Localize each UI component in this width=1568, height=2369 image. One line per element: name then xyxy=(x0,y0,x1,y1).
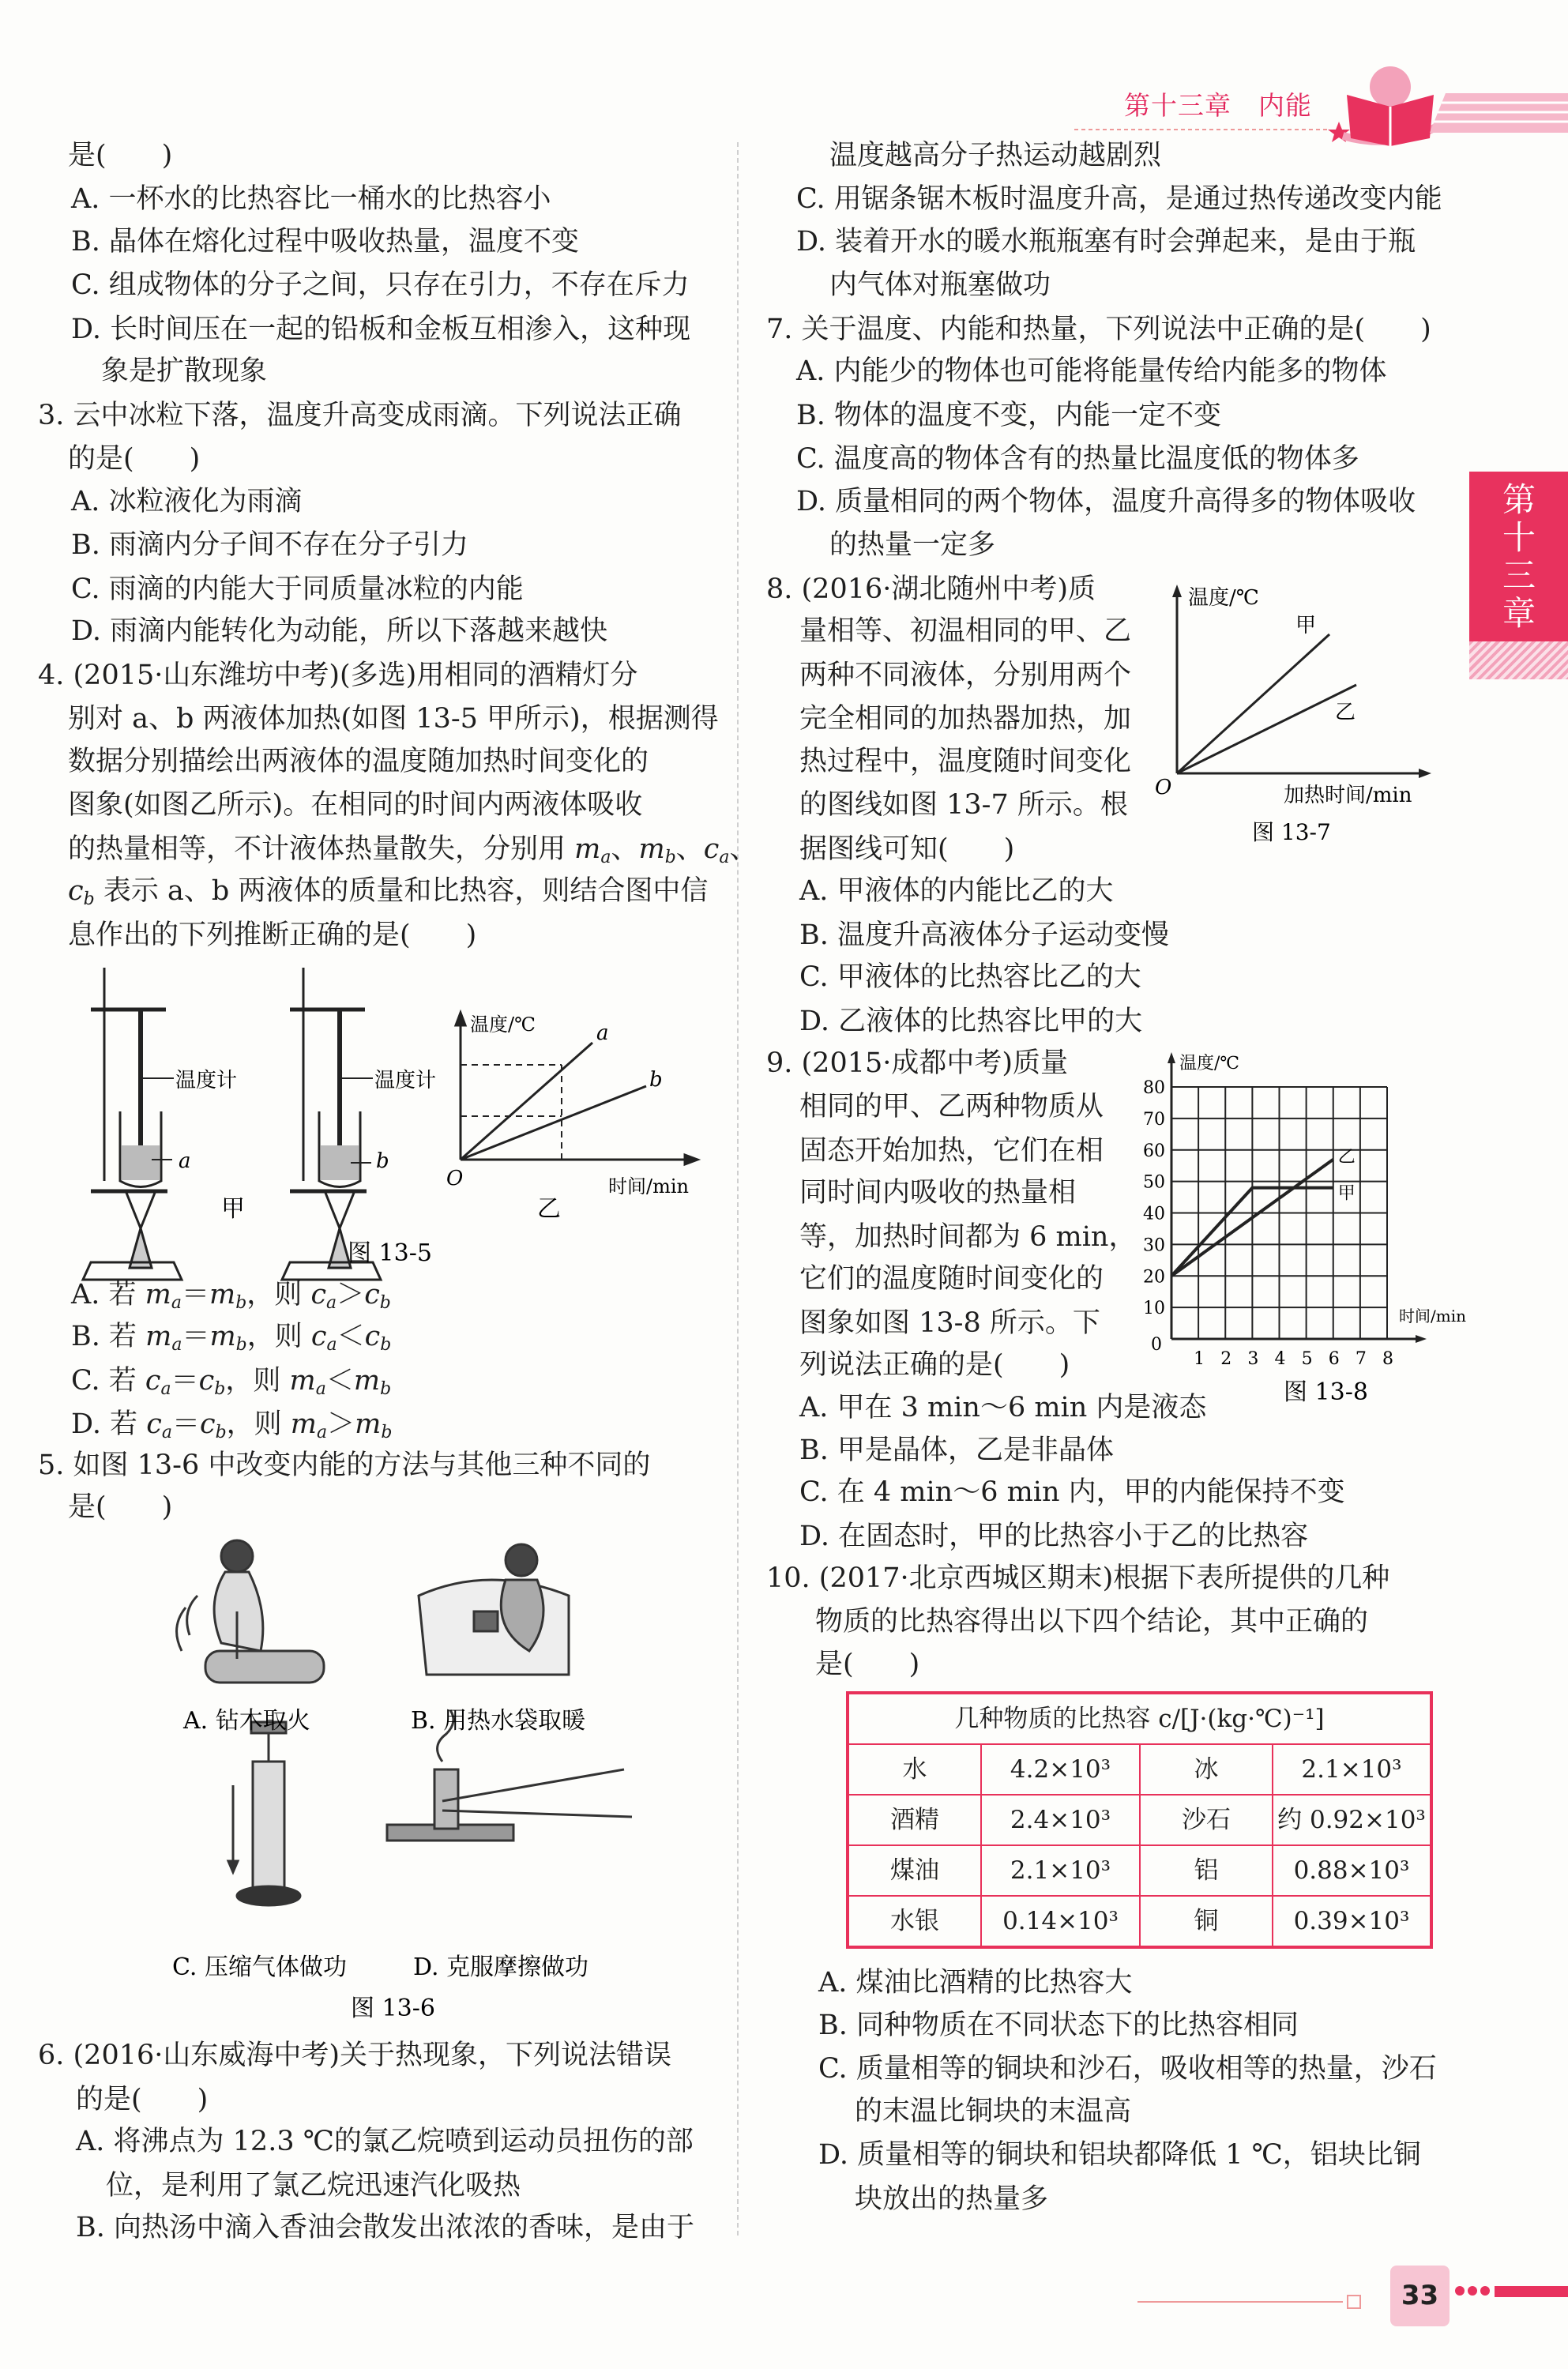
text-line: 9. (2015·成都中考)质量 xyxy=(766,1047,1069,1080)
text-line: B. 甲是晶体，乙是非晶体 xyxy=(799,1434,1114,1466)
graph-ylabel: 温度/℃ xyxy=(470,1013,536,1036)
text-line: D. 在固态时，甲的比热容小于乙的比热容 xyxy=(799,1520,1309,1552)
text-line: 4. (2015·山东潍坊中考)(多选)用相同的酒精灯分 xyxy=(38,659,638,691)
specific-heat-table xyxy=(846,1691,1433,1949)
text-line: 相同的甲、乙两种物质从 xyxy=(799,1091,1104,1123)
option-a-caption: A. 钻木取火 xyxy=(183,1707,310,1735)
x-tick-label: 2 xyxy=(1220,1349,1232,1369)
table-cell: 冰 xyxy=(1140,1744,1273,1795)
text-line: B. 物体的温度不变，内能一定不变 xyxy=(796,399,1221,431)
text-line: 的是( ) xyxy=(76,2083,209,2115)
text-line: 列说法正确的是( ) xyxy=(799,1349,1070,1382)
option-c-caption: C. 压缩气体做功 xyxy=(172,1953,347,1981)
table-cell: 铜 xyxy=(1140,1896,1273,1947)
series-b-label: b xyxy=(649,1068,663,1092)
x-tick-label: 6 xyxy=(1328,1349,1340,1369)
drilling-wood-fire-illustration xyxy=(177,1540,324,1683)
text-line: 位，是利用了氯乙烷迅速汽化吸热 xyxy=(106,2169,521,2202)
text-line: D. 长时间压在一起的铅板和金板互相渗入，这种现 xyxy=(71,313,691,345)
page-number: 33 xyxy=(1390,2266,1450,2326)
table-cell: 约 0.92×10³ xyxy=(1273,1795,1431,1845)
text-line: $c_b$ 表示 a、b 两液体的质量和比热容，则结合图中信 xyxy=(68,875,709,910)
text-line: 据图线可知( ) xyxy=(799,833,1015,865)
text-line: D. 质量相同的两个物体，温度升高得多的物体吸收 xyxy=(796,485,1416,517)
text-line: 物质的比热容得出以下四个结论，其中正确的 xyxy=(815,1606,1369,1638)
series-yi-line xyxy=(1177,685,1356,773)
text-line: A. 甲液体的内能比乙的大 xyxy=(799,875,1114,908)
series-label: 乙 xyxy=(1337,1147,1356,1168)
x-axis-label: 时间/min xyxy=(1399,1307,1466,1326)
figure-13-7 xyxy=(1137,569,1453,853)
table-cell: 沙石 xyxy=(1140,1795,1273,1845)
y-tick-label: 10 xyxy=(1143,1299,1165,1319)
thermometer-label-a: 温度计 xyxy=(175,1069,238,1092)
figure-13-6-caption: 图 13-6 xyxy=(351,1995,435,2022)
y-tick-label: 30 xyxy=(1143,1235,1165,1256)
x-tick-label: 8 xyxy=(1382,1349,1393,1369)
text-line: D. 质量相等的铜块和铝块都降低 1 ℃，铝块比铜 xyxy=(818,2139,1421,2172)
graph-xlabel: 加热时间/min xyxy=(1284,784,1412,807)
hot-water-bag-illustration xyxy=(419,1544,569,1675)
text-line: 8. (2016·湖北随州中考)质 xyxy=(766,573,1096,605)
table-cell: 0.88×10³ xyxy=(1273,1845,1431,1896)
text-line: D. 若 $c_a=c_b$，则 $m_a>m_b$ xyxy=(71,1408,393,1443)
footer-decoration xyxy=(1137,2275,1568,2330)
series-yi-label: 乙 xyxy=(1335,701,1356,724)
option-b-caption: B. 用热水袋取暖 xyxy=(411,1707,586,1735)
y-tick-label: 0 xyxy=(1151,1335,1162,1355)
text-line: D. 装着开水的暖水瓶瓶塞有时会弹起来，是由于瓶 xyxy=(796,225,1416,258)
text-line: 是( ) xyxy=(68,139,173,171)
side-tab-label: 第十三章 xyxy=(1502,480,1536,633)
text-line: A. 若 $m_a=m_b$，则 $c_a>c_b$ xyxy=(71,1278,391,1313)
text-line: C. 甲液体的比热容比乙的大 xyxy=(799,961,1141,994)
text-line: C. 温度高的物体含有的热量比温度低的物体多 xyxy=(796,443,1359,476)
text-line: 图象如图 13-8 所示。下 xyxy=(799,1307,1100,1339)
y-tick-label: 20 xyxy=(1143,1267,1165,1288)
text-line: A. 冰粒液化为雨滴 xyxy=(71,485,303,517)
table-cell: 0.14×10³ xyxy=(981,1896,1140,1947)
text-line: 固态开始加热，它们在相 xyxy=(799,1134,1104,1167)
text-line: 同时间内吸收的热量相 xyxy=(799,1177,1077,1209)
text-line: 它们的温度随时间变化的 xyxy=(799,1263,1104,1295)
text-line: A. 内能少的物体也可能将能量传给内能多的物体 xyxy=(796,355,1387,388)
text-line: A. 煤油比酒精的比热容大 xyxy=(818,1967,1133,1999)
text-line: 热过程中，温度随时间变化 xyxy=(799,745,1132,777)
y-axis-arrow-icon xyxy=(1168,1052,1175,1063)
text-line: B. 雨滴内分子间不存在分子引力 xyxy=(71,529,468,562)
table-cell: 2.1×10³ xyxy=(981,1845,1140,1896)
figure-13-7-caption: 图 13-7 xyxy=(1252,819,1331,845)
text-line: C. 质量相等的铜块和沙石，吸收相等的热量，沙石 xyxy=(818,2053,1437,2085)
table-cell: 水银 xyxy=(848,1896,981,1947)
text-line: 3. 云中冰粒下落，温度升高变成雨滴。下列说法正确 xyxy=(38,399,682,431)
side-tab-stripes xyxy=(1469,641,1568,679)
text-line: A. 一杯水的比热容比一桶水的比热容小 xyxy=(71,183,551,216)
series-b-line xyxy=(461,1086,646,1160)
figure-13-8-caption: 图 13-8 xyxy=(1284,1378,1368,1406)
graph-ylabel: 温度/℃ xyxy=(1188,586,1259,610)
text-line: A. 甲在 3 min～6 min 内是液态 xyxy=(799,1391,1207,1423)
x-tick-label: 5 xyxy=(1301,1349,1313,1369)
header-stripes xyxy=(1430,93,1568,133)
text-line: 等，加热时间都为 6 min， xyxy=(799,1220,1137,1253)
text-line: C. 用锯条锯木板时温度升高，是通过热传递改变内能 xyxy=(796,183,1442,216)
liquid-a-label: a xyxy=(179,1149,191,1173)
text-line: 别对 a、b 两液体加热(如图 13-5 甲所示)，根据测得 xyxy=(68,703,719,735)
text-line: B. 晶体在熔化过程中吸收热量，温度不变 xyxy=(71,225,579,258)
y-tick-label: 60 xyxy=(1143,1141,1165,1161)
series-a-line xyxy=(461,1043,592,1160)
origin-label: O xyxy=(446,1167,464,1190)
text-line: C. 在 4 min～6 min 内，甲的内能保持不变 xyxy=(799,1476,1345,1509)
thermometer-label-b: 温度计 xyxy=(374,1069,437,1092)
text-line: A. 将沸点为 12.3 ℃的氯乙烷喷到运动员扭伤的部 xyxy=(76,2126,694,2158)
table-cell: 2.1×10³ xyxy=(1273,1744,1431,1795)
text-line: 量相等、初温相同的甲、乙 xyxy=(799,615,1132,648)
table-title: 几种物质的比热容 c/[J·(kg·℃)⁻¹] xyxy=(848,1693,1431,1744)
text-line: 块放出的热量多 xyxy=(855,2183,1049,2215)
text-line: 的热量一定多 xyxy=(829,529,996,562)
x-tick-label: 7 xyxy=(1355,1349,1367,1369)
text-line: 数据分别描绘出两液体的温度随加热时间变化的 xyxy=(68,745,649,777)
text-line: 6. (2016·山东威海中考)关于热现象，下列说法错误 xyxy=(38,2040,672,2072)
table-row xyxy=(848,1845,1431,1896)
text-line: B. 同种物质在不同状态下的比热容相同 xyxy=(818,2009,1299,2041)
table-cell: 2.4×10³ xyxy=(981,1795,1140,1845)
text-line: B. 温度升高液体分子运动变慢 xyxy=(799,919,1169,951)
figure-13-5-caption: 图 13-5 xyxy=(348,1239,432,1267)
text-line: 象是扩散现象 xyxy=(101,355,268,388)
table-row xyxy=(848,1744,1431,1795)
series-jia-line xyxy=(1177,634,1329,773)
table-row xyxy=(848,1896,1431,1947)
chapter-header-title: 第十三章 内能 xyxy=(1124,90,1312,121)
text-line: 10. (2017·北京西城区期末)根据下表所提供的几种 xyxy=(766,1562,1390,1595)
sub-figure-jia-label: 甲 xyxy=(221,1195,245,1223)
text-line: B. 若 $m_a=m_b$，则 $c_a<c_b$ xyxy=(71,1321,392,1356)
x-tick-label: 4 xyxy=(1274,1349,1286,1369)
text-line: 图象(如图乙所示)。在相同的时间内两液体吸收 xyxy=(68,789,643,822)
text-line: 7. 关于温度、内能和热量，下列说法中正确的是( ) xyxy=(766,313,1431,345)
text-line: 5. 如图 13-6 中改变内能的方法与其他三种不同的 xyxy=(38,1449,651,1481)
text-line: D. 雨滴内能转化为动能，所以下落越来越快 xyxy=(71,615,608,648)
text-line: 的是( ) xyxy=(68,443,201,476)
figure-13-8-chart xyxy=(1122,1043,1485,1406)
table-cell: 酒精 xyxy=(848,1795,981,1845)
series-label: 甲 xyxy=(1337,1183,1356,1204)
heating-apparatus-b xyxy=(282,968,381,1280)
text-line: 是( ) xyxy=(68,1491,173,1524)
chapter-side-tab[interactable] xyxy=(1469,472,1568,641)
text-line: B. 向热汤中滴入香油会散发出浓浓的香味，是由于 xyxy=(76,2212,694,2244)
compress-gas-pump-illustration xyxy=(228,1722,300,1905)
text-line: C. 雨滴的内能大于同质量冰粒的内能 xyxy=(71,573,524,605)
table-cell: 煤油 xyxy=(848,1845,981,1896)
series-jia-label: 甲 xyxy=(1295,614,1317,637)
sub-figure-yi-label: 乙 xyxy=(537,1195,561,1223)
option-d-caption: D. 克服摩擦做功 xyxy=(413,1953,589,1981)
text-line: 的图线如图 13-7 所示。根 xyxy=(799,789,1128,822)
origin-label: O xyxy=(1155,776,1172,799)
graph-xlabel: 时间/min xyxy=(608,1175,689,1198)
y-tick-label: 70 xyxy=(1143,1109,1165,1130)
series-a-label: a xyxy=(596,1021,609,1045)
y-axis-label: 温度/℃ xyxy=(1179,1054,1240,1074)
text-line: 内气体对瓶塞做功 xyxy=(829,269,1051,302)
text-line: 的热量相等，不计液体热量散失，分别用 $m_a$、$m_b$、$c_a$、 xyxy=(68,833,758,867)
figure-13-5 xyxy=(63,956,719,1288)
text-line: 息作出的下列推断正确的是( ) xyxy=(68,919,477,951)
text-line: 两种不同液体，分别用两个 xyxy=(799,659,1132,691)
figure-13-6 xyxy=(158,1532,648,2030)
table-cell: 4.2×10³ xyxy=(981,1744,1140,1795)
table-cell: 0.39×10³ xyxy=(1273,1896,1431,1947)
y-tick-label: 80 xyxy=(1143,1078,1165,1098)
text-line: C. 组成物体的分子之间，只存在引力，不存在斥力 xyxy=(71,269,690,302)
heating-apparatus-a xyxy=(83,968,182,1280)
text-line: D. 乙液体的比热容比甲的大 xyxy=(799,1005,1143,1037)
y-tick-label: 50 xyxy=(1143,1172,1165,1193)
x-tick-label: 3 xyxy=(1247,1349,1259,1369)
text-line: 是( ) xyxy=(815,1649,920,1681)
book-mascot-icon xyxy=(1347,66,1434,146)
text-line: C. 若 $c_a=c_b$，则 $m_a<m_b$ xyxy=(71,1364,392,1399)
table-row xyxy=(848,1795,1431,1845)
table-cell: 铝 xyxy=(1140,1845,1273,1896)
table-cell: 水 xyxy=(848,1744,981,1795)
text-line: 温度越高分子热运动越剧烈 xyxy=(829,139,1162,171)
text-line: 完全相同的加热器加热，加 xyxy=(799,703,1132,735)
y-tick-label: 40 xyxy=(1143,1204,1165,1224)
text-line: 的末温比铜块的末温高 xyxy=(855,2095,1132,2127)
column-divider xyxy=(737,142,739,2236)
liquid-b-label: b xyxy=(376,1149,389,1173)
x-tick-label: 1 xyxy=(1194,1349,1205,1369)
x-axis-arrow-icon xyxy=(1416,1335,1427,1343)
